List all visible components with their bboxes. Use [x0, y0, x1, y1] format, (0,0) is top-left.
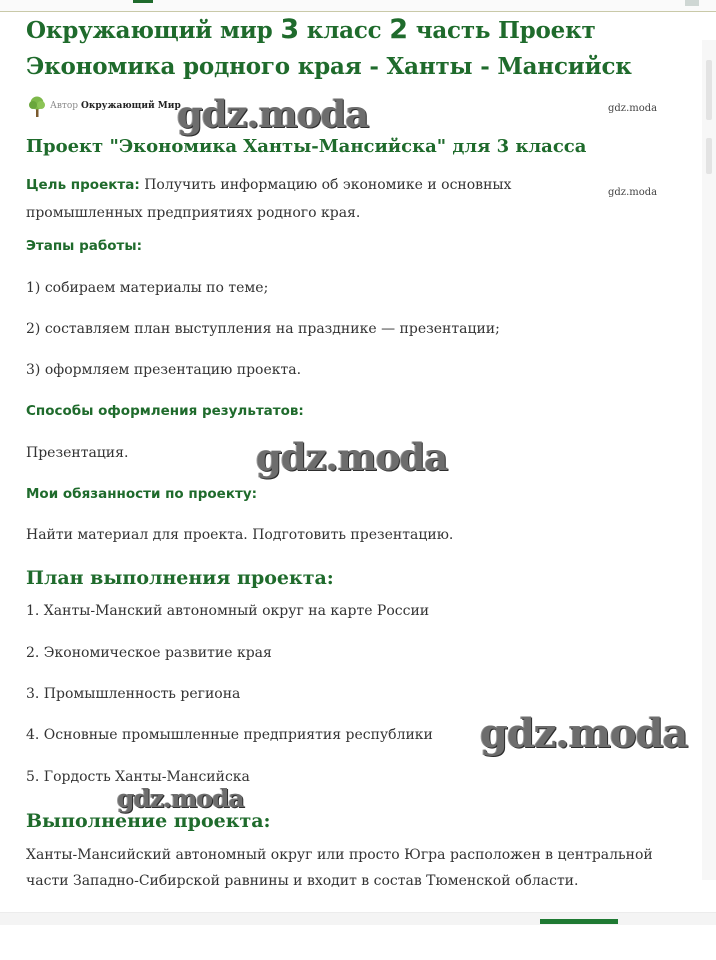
tree-icon — [27, 95, 47, 117]
side-rail-block — [706, 60, 712, 120]
stage-item: 1) собираем материалы по теме; — [26, 280, 269, 296]
watermark: gdz.moda — [177, 92, 369, 136]
footer — [0, 912, 716, 960]
title-subject: Экономика родного края - Ханты - Мансийск — [26, 53, 632, 80]
stage-item: 3) оформляем презентацию проекта. — [26, 362, 302, 378]
execution-heading: Выполнение проекта: — [26, 810, 271, 832]
author-link[interactable]: Окружающий Мир — [81, 101, 181, 111]
plan-item: 2. Экономическое развитие края — [26, 645, 272, 661]
stage-item: 2) составляем план выступления на празднике — презентации; — [26, 321, 500, 337]
side-rail-block — [706, 138, 712, 174]
duties-text: Найти материал для проекта. Подготовить презентацию. — [26, 527, 454, 543]
results-text: Презентация. — [26, 445, 129, 461]
watermark-small: gdz.moda — [608, 103, 658, 114]
goal-text: Получить информацию об экономике и основных промышленных предприятиях родного края. — [26, 177, 512, 221]
stages-label: Этапы работы: — [26, 238, 142, 254]
watermark-small: gdz.moda — [608, 187, 658, 198]
plan-item: 5. Гордость Ханты-Мансийска — [26, 769, 250, 785]
duties-label: Мои обязанности по проекту: — [26, 486, 258, 502]
title-text: Окружающий мир — [26, 17, 273, 44]
goal-paragraph — [26, 171, 626, 227]
plan-item: 4. Основные промышленные предприятия республики — [26, 727, 433, 743]
page-title — [26, 12, 686, 85]
plan-item: 1. Ханты-Манский автономный округ на карте России — [26, 603, 430, 619]
top-gray-tab — [685, 0, 699, 6]
author-byline — [27, 95, 181, 117]
title-part: 2 — [389, 14, 408, 45]
execution-text: Ханты-Мансийский автономный округ или просто Югра расположен в центральной части Западно-Сибирской равнины и входит в состав Тюменской области. — [26, 847, 653, 889]
watermark: gdz.moda — [480, 710, 688, 757]
project-heading: Проект "Экономика Ханты-Мансийска" для 3 класса — [26, 136, 587, 157]
footer-accent-bar — [540, 919, 618, 924]
watermark: gdz.moda — [117, 784, 244, 813]
title-text: часть Проект — [415, 17, 596, 44]
results-label: Способы оформления результатов: — [26, 403, 304, 419]
plan-item: 3. Промышленность региона — [26, 686, 241, 702]
goal-label: Цель проекта: — [26, 177, 140, 193]
top-strip — [0, 0, 716, 12]
plan-heading: План выполнения проекта: — [26, 567, 334, 589]
top-accent-tab — [133, 0, 153, 3]
author-label: Автор — [50, 101, 79, 111]
watermark: gdz.moda — [256, 435, 448, 479]
title-grade: 3 — [280, 14, 299, 45]
side-scroll-rail[interactable] — [702, 40, 716, 880]
title-text: класс — [306, 17, 382, 44]
